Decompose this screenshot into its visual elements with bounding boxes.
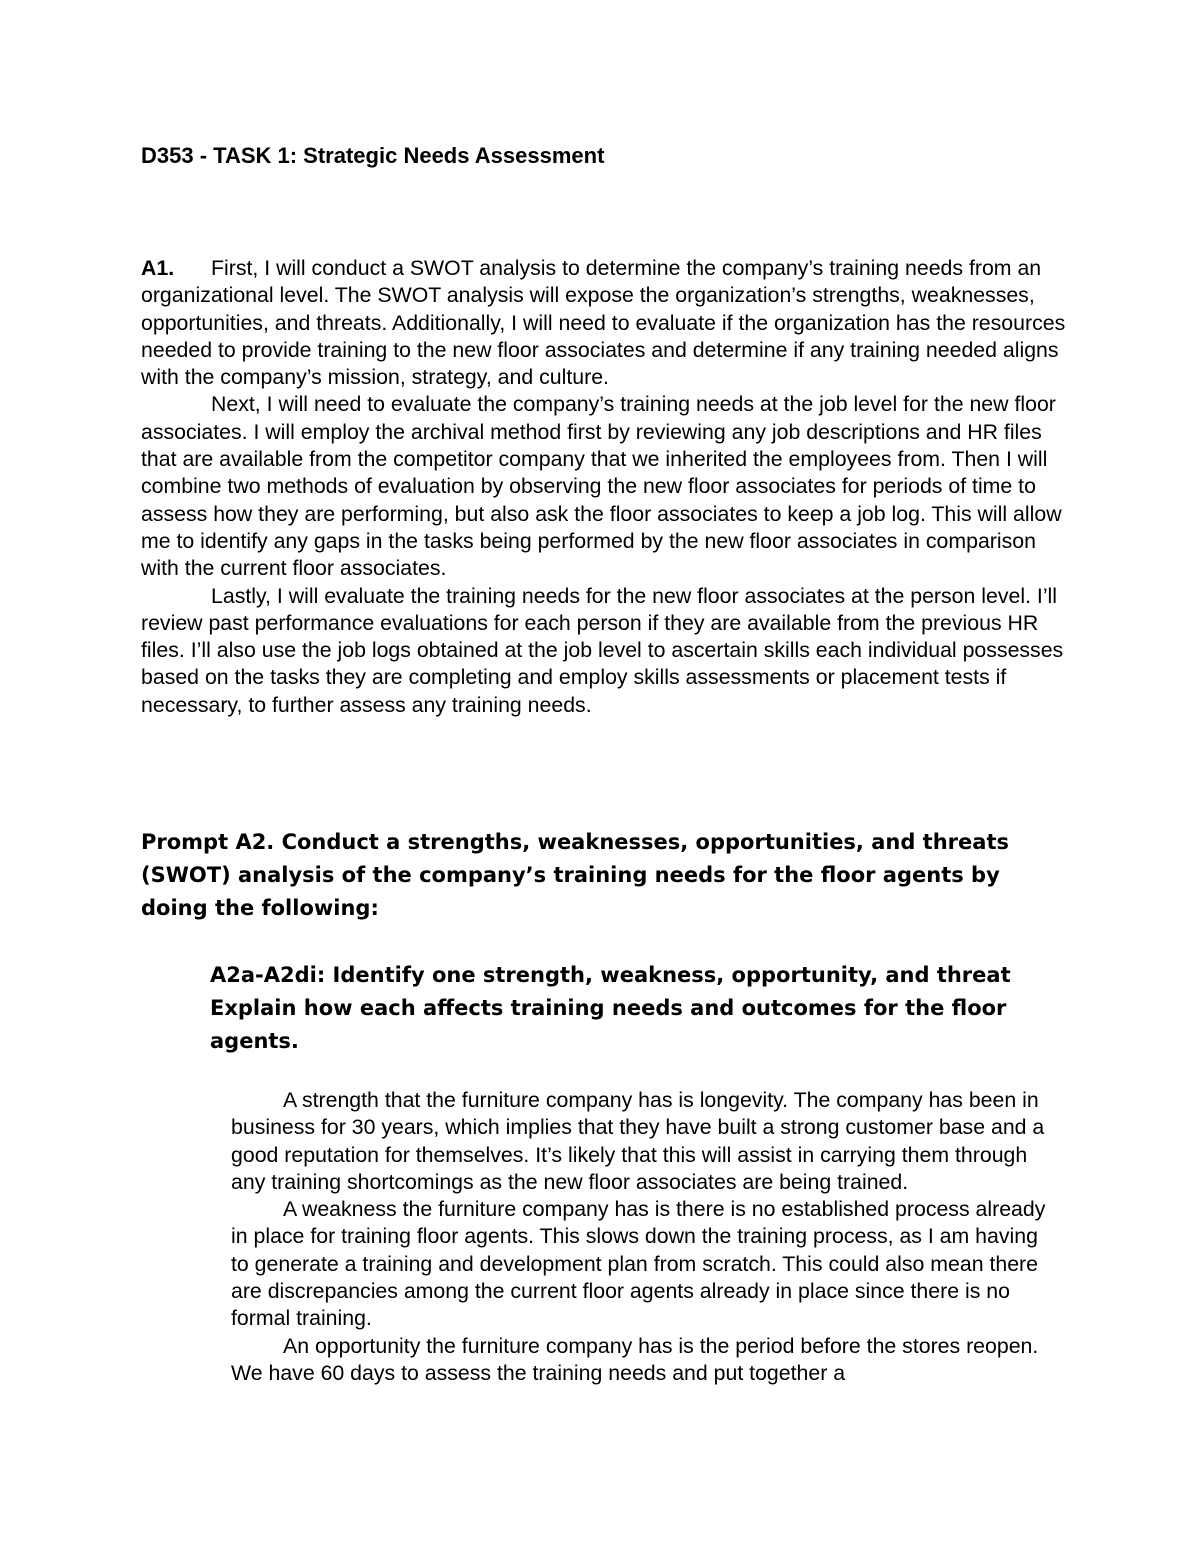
a1-paragraph-2: Next, I will need to evaluate the company’s training needs at the job level for the new floor associates. I will employ the archival method first by reviewing any job descriptions and HR files that are available from the competitor company that we inherited the employees from. Then I will combine two methods of evaluation by observing the new floor associates for periods of time to assess how they are performing, but also ask the floor associates to keep a job log. This will allow me to identify any gaps in the tasks being performed by the new floor associates in comparison with the current floor associates. <box>141 392 1062 581</box>
a2a-a2di-heading <box>210 959 1030 1058</box>
swot-analysis-text <box>231 1087 1061 1387</box>
opportunity-paragraph: An opportunity the furniture company has is the period before the stores reopen. We have 60 days to assess the training needs and put together a <box>231 1333 1039 1385</box>
weakness-paragraph: A weakness the furniture company has is there is no established process already in place for training floor agents. This slows down the training process, as I am having to generate a training and development plan from scratch. This could also mean there are discrepancies among the current floor agents already in place since there is no formal training. <box>231 1197 1046 1331</box>
strength-paragraph: A strength that the furniture company has is longevity. The company has been in business for 30 years, which implies that they have built a strong customer base and a good reputation for themselves. It’s likely that this will assist in carrying them through any training shortcomings as the new floor associates are being trained. <box>231 1088 1045 1194</box>
prompt-a2-heading: Prompt A2. Conduct a strengths, weaknesses, opportunities, and threats (SWOT) analysis of the company’s training needs for the floor agents by doing the following: <box>141 830 1009 920</box>
a1-paragraph-1 <box>141 255 1066 391</box>
a2a-a2di-heading-line1: A2a-A2di: Identify one strength, weakness, opportunity, and threat <box>210 963 1011 987</box>
document-title: D353 - TASK 1: Strategic Needs Assessment <box>141 143 605 168</box>
a2a-a2di-heading-line2: Explain how each affects training needs and outcomes for the floor agents. <box>210 996 1007 1053</box>
a1-paragraph-1-text: First, I will conduct a SWOT analysis to determine the company’s training needs from an organizational level. The SWOT analysis will expose the organization’s strengths, weaknesses, opportunities, and threats. Additionally, I will need to evaluate if the organization has the resources needed to provide training to the new floor associates and determine if any training needed aligns with the company’s mission, strategy, and culture. <box>141 256 1066 390</box>
section-a1 <box>141 255 1066 719</box>
a1-paragraph-3: Lastly, I will evaluate the training needs for the new floor associates at the person level. I’ll review past performance evaluations for each person if they are available from the previous HR files. I’ll also use the job logs obtained at the job level to ascertain skills each individual possesses based on the tasks they are completing and employ skills assessments or placement tests if necessary, to further assess any training needs. <box>141 583 1064 717</box>
a1-label: A1. <box>141 256 175 280</box>
